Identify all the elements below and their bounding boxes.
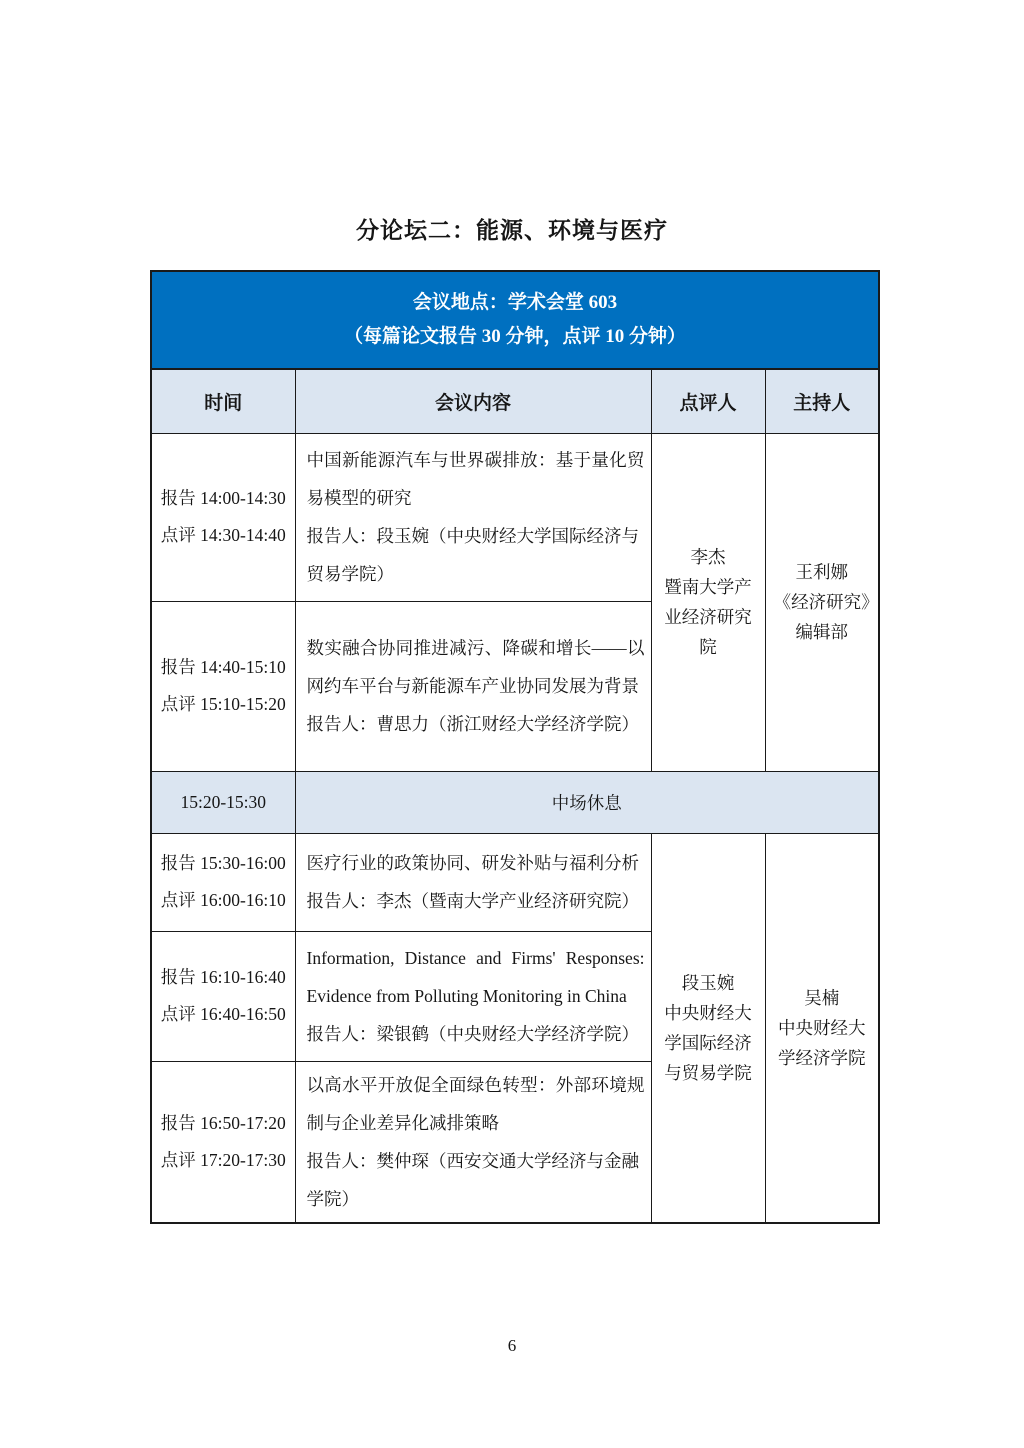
venue-banner-row [151, 271, 879, 369]
page-title: 分论坛二：能源、环境与医疗 [356, 217, 668, 243]
table-row [151, 433, 879, 601]
talk2-report-time: 报告 14:40-15:10 [160, 657, 286, 677]
schedule-table [150, 270, 880, 1224]
talk3-title: 医疗行业的政策协同、研发补贴与福利分析 [306, 853, 639, 873]
talk2-comment-time: 点评 15:10-15:20 [160, 694, 286, 714]
talk3-presenter: 报告人：李杰（暨南大学产业经济研究院） [306, 891, 639, 911]
talk1-comment-time: 点评 14:30-14:40 [160, 525, 286, 545]
talk2-time-cell [151, 601, 295, 771]
session2-commentator-cell [651, 833, 765, 1223]
talk4-report-time: 报告 16:10-16:40 [160, 967, 286, 987]
talk5-presenter: 报告人：樊仲琛（西安交通大学经济与金融学院） [306, 1150, 639, 1209]
session2-host-affiliation: 中央财经大学经济学院 [778, 1017, 866, 1068]
session1-commentator-name: 李杰 [690, 547, 726, 567]
session1-commentator-cell [651, 433, 765, 771]
break-time: 15:20-15:30 [151, 771, 295, 833]
session1-host-name: 王利娜 [795, 562, 848, 582]
talk3-comment-time: 点评 16:00-16:10 [160, 890, 286, 910]
talk2-title: 数实融合协同推进减污、降碳和增长——以网约车平台与新能源车产业协同发展为背景 [306, 638, 645, 696]
session1-commentator-affiliation: 暨南大学产业经济研究院 [664, 577, 752, 657]
venue-banner-cell [151, 271, 879, 369]
talk2-content-cell [295, 601, 651, 771]
talk4-content-cell [295, 931, 651, 1061]
talk5-title: 以高水平开放促全面绿色转型：外部环境规制与企业差异化减排策略 [306, 1074, 645, 1133]
session1-host-affiliation: 《经济研究》编辑部 [773, 592, 870, 642]
talk4-time-cell [151, 931, 295, 1061]
talk2-presenter: 报告人：曹思力（浙江财经大学经济学院） [306, 714, 639, 734]
talk5-content-cell [295, 1061, 651, 1223]
session2-commentator-name: 段玉婉 [681, 972, 735, 993]
talk4-presenter: 报告人：梁银鹤（中央财经大学经济学院） [306, 1024, 639, 1044]
break-label: 中场休息 [295, 771, 879, 833]
talk1-presenter: 报告人：段玉婉（中央财经大学国际经济与贸易学院） [306, 526, 639, 584]
table-row [151, 833, 879, 931]
page-number: 6 [507, 1336, 517, 1355]
talk3-content-cell [295, 833, 651, 931]
session2-host-cell [765, 833, 879, 1223]
talk1-report-time: 报告 14:00-14:30 [160, 488, 286, 508]
talk4-title: Information, Distance and Firms' Responses: Evidence from Polluting Monitoring in China [306, 948, 645, 1006]
col-header-host: 主持人 [765, 369, 879, 433]
talk3-report-time: 报告 15:30-16:00 [160, 853, 286, 873]
talk1-title: 中国新能源汽车与世界碳排放：基于量化贸易模型的研究 [306, 450, 645, 508]
column-header-row [151, 369, 879, 433]
col-header-time: 时间 [151, 369, 295, 433]
break-row [151, 771, 879, 833]
talk5-comment-time: 点评 17:20-17:30 [160, 1149, 286, 1170]
talk4-comment-time: 点评 16:40-16:50 [160, 1004, 286, 1024]
talk5-time-cell [151, 1061, 295, 1223]
talk-duration-note: （每篇论文报告 30 分钟，点评 10 分钟） [344, 326, 687, 347]
session2-host-name: 吴楠 [804, 987, 840, 1008]
col-header-content: 会议内容 [295, 369, 651, 433]
session1-host-cell [765, 433, 879, 771]
talk5-report-time: 报告 16:50-17:20 [160, 1112, 286, 1133]
talk1-content-cell [295, 433, 651, 601]
venue-location: 会议地点：学术会堂 603 [412, 292, 618, 313]
talk1-time-cell [151, 433, 295, 601]
talk3-time-cell [151, 833, 295, 931]
col-header-commentator: 点评人 [651, 369, 765, 433]
session2-commentator-affiliation: 中央财经大学国际经济与贸易学院 [664, 1002, 752, 1083]
